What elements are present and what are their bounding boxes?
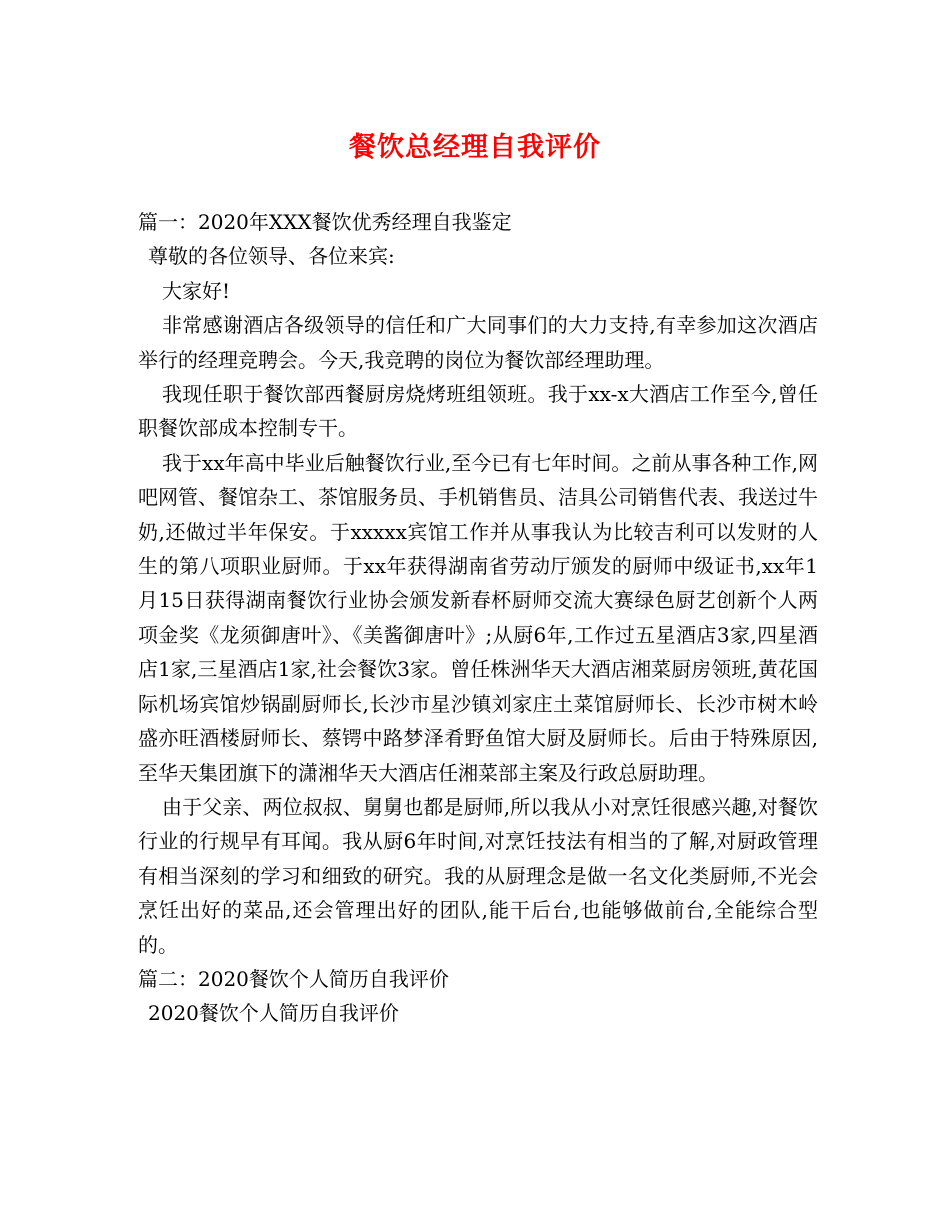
greeting: 大家好!: [162, 278, 231, 303]
paragraph: 非常感谢酒店各级领导的信任和广大同事们的大力支持,有幸参加这次酒店举行的经理竞聘会。今天,我竞聘的岗位为餐饮部经理助理。: [138, 313, 818, 372]
section2-heading: 篇二：2020餐饮个人简历自我评价: [138, 966, 449, 991]
section2-subtitle: 2020餐饮个人简历自我评价: [148, 1001, 399, 1026]
section1-heading: 篇一：2020年XXX餐饮优秀经理自我鉴定: [138, 210, 512, 234]
paragraph: 我现任职于餐饮部西餐厨房烧烤班组领班。我于xx-x大酒店工作至今,曾任职餐饮部成本控制专干。: [138, 382, 818, 441]
document-body: [138, 205, 818, 1031]
document-title: 餐饮总经理自我评价: [349, 132, 601, 163]
salutation: 尊敬的各位领导、各位来宾:: [148, 244, 395, 269]
paragraph: 由于父亲、两位叔叔、舅舅也都是厨师,所以我从小对烹饪很感兴趣,对餐饮行业的行规早有耳闻。我从厨6年时间,对烹饪技法有相当的了解,对厨政管理有相当深刻的学习和细致的研究。我的从厨理念是做一名文化类厨师,不光会烹饪出好的菜品,还会管理出好的团队,能干后台,也能够做前台,全能综合型的。: [138, 794, 818, 957]
paragraph: 我于xx年高中毕业后触餐饮行业,至今已有七年时间。之前从事各种工作,网吧网管、餐馆杂工、茶馆服务员、手机销售员、洁具公司销售代表、我送过牛奶,还做过半年保安。于xxxxx宾馆工作并从事我认为比较吉利可以发财的人生的第八项职业厨师。于xx年获得湖南省劳动厅颁发的厨师中级证书,xx年1月15日获得湖南餐饮行业协会颁发新春杯厨师交流大赛绿色厨艺创新个人两项金奖《龙须御唐叶》、《美酱御唐叶》;从厨6年,工作过五星酒店3家,四星酒店1家,三星酒店1家,社会餐饮3家。曾任株洲华天大酒店湘菜厨房领班,黄花国际机场宾馆炒锅副厨师长,长沙市星沙镇刘家庄土菜馆厨师长、长沙市树木岭盛亦旺酒楼厨师长、蔡锷中路梦泽肴野鱼馆大厨及厨师长。后由于特殊原因,至华天集团旗下的潇湘华天大酒店任湘菜部主案及行政总厨助理。: [138, 450, 818, 785]
